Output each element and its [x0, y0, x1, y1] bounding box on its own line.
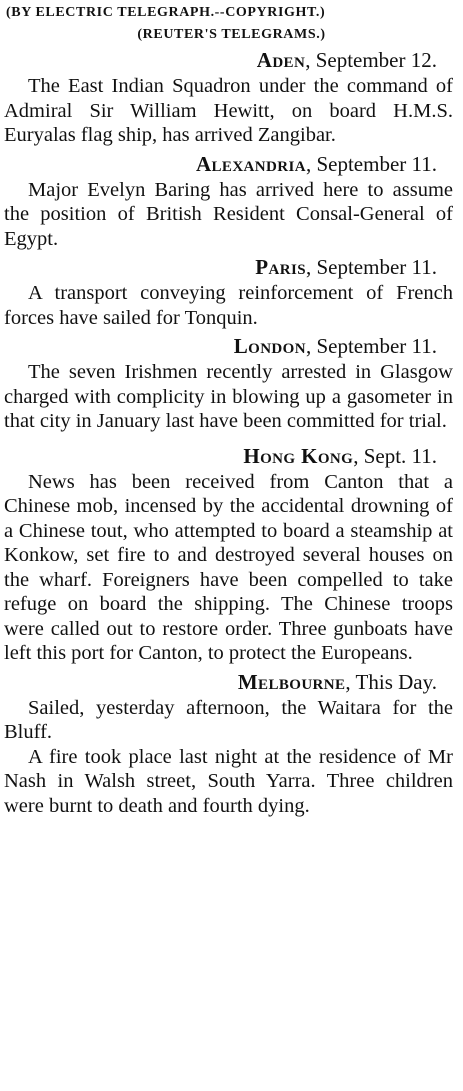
story-aden	[4, 46, 453, 148]
dateline-place: London	[233, 334, 306, 358]
telegraph-header: (BY ELECTRIC TELEGRAPH.--COPYRIGHT.)	[6, 5, 326, 20]
dateline	[4, 253, 453, 281]
dateline-date: , September 11.	[305, 151, 437, 176]
dateline	[4, 150, 453, 178]
dateline-place: Aden	[256, 48, 306, 72]
story-text: News has been received from Canton that a Chinese mob, incensed by the accidental drowning of a Chinese tout, who attempted to board a steamship at Konkow, set fire to and destroyed several houses on the wharf. Foreigners have been compelled to take refuge on board the shipping. The Chinese troops were called out to restore order. Three gunboats have left this port for Canton, to protect the Europeans.	[4, 470, 453, 664]
dateline	[4, 668, 453, 696]
dateline-date: , September 11.	[305, 334, 437, 358]
reuters-header: (REUTER'S TELEGRAMS.)	[137, 27, 326, 42]
dateline	[4, 442, 453, 470]
dateline-place: Paris	[255, 255, 306, 279]
dateline-place: Alexandria	[195, 151, 306, 176]
dateline	[4, 46, 453, 74]
dateline-date: , Sept. 11.	[353, 443, 437, 468]
story-london	[4, 332, 453, 434]
story-text: Major Evelyn Baring has arrived here to assume the position of British Resident Consal-General of Egypt.	[4, 178, 453, 250]
dateline-date: , September 11.	[305, 255, 437, 279]
story-text: A fire took place last night at the residence of Mr Nash in Walsh street, South Yarra. Three children were burnt to death and fourth dying.	[4, 745, 453, 817]
dateline-date: , September 12.	[305, 48, 437, 72]
story-alexandria	[4, 150, 453, 252]
story-text: A transport conveying reinforcement of French forces have sailed for Tonquin.	[4, 282, 453, 329]
story-melbourne	[4, 668, 453, 819]
story-hong-kong	[4, 442, 453, 666]
dateline	[4, 332, 453, 360]
dateline-place: Hong Kong	[243, 443, 354, 468]
dateline-place: Melbourne	[237, 669, 346, 694]
story-text: The seven Irishmen recently arrested in Glasgow charged with complicity in blowing up a gasometer in that city in January last have been committed for trial.	[4, 361, 453, 432]
story-text: The East Indian Squadron under the command of Admiral Sir William Hewitt, on board H.M.S. Euryalas flag ship, has arrived Zangibar.	[4, 75, 453, 146]
story-text: Sailed, yesterday afternoon, the Waitara for the Bluff.	[4, 696, 453, 743]
story-paris	[4, 253, 453, 330]
dateline-date: , This Day.	[345, 669, 437, 694]
